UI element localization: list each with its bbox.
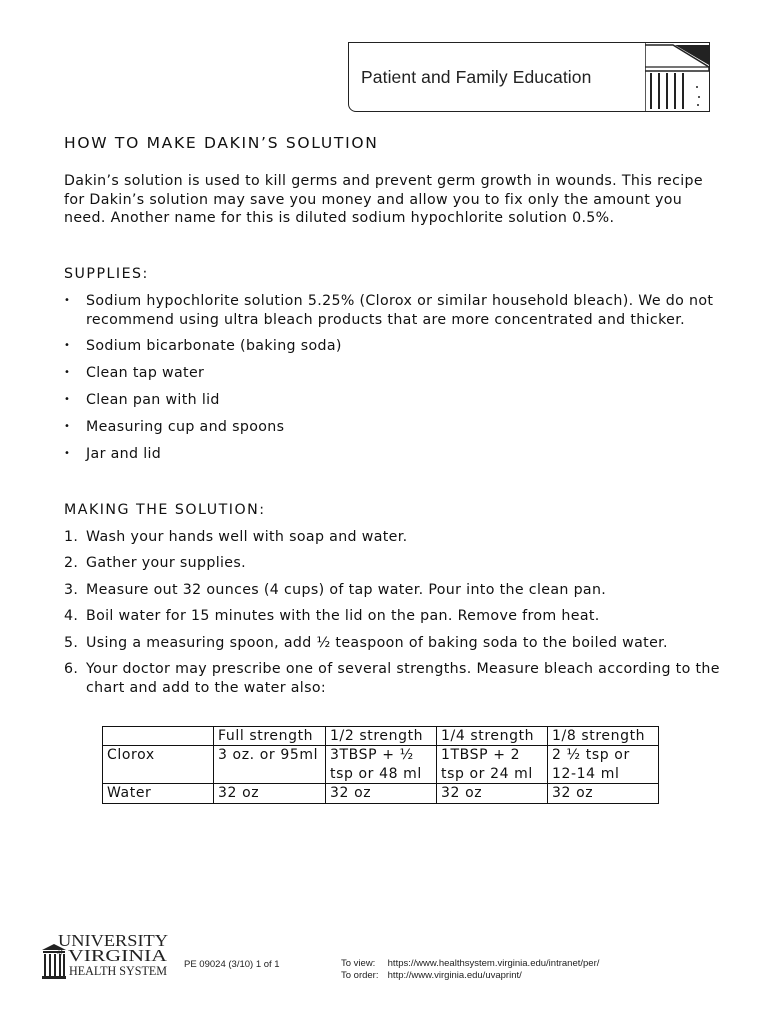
svg-text:HEALTH SYSTEM: HEALTH SYSTEM <box>69 963 168 978</box>
step-number: 1. <box>64 529 79 545</box>
order-label: To order: <box>341 969 379 981</box>
view-label: To view: <box>341 958 376 969</box>
footer-links <box>341 958 599 981</box>
table-cell: 3TBSP + ½ tsp or 48 ml <box>326 746 437 784</box>
table-row <box>103 746 659 784</box>
header-title: Patient and Family Education <box>361 67 592 87</box>
making-heading: MAKING THE SOLUTION: <box>64 502 266 518</box>
supplies-list <box>64 292 714 471</box>
list-item <box>64 337 714 356</box>
table-header-cell: 1/2 strength <box>326 727 437 746</box>
uva-health-system-logo <box>40 930 172 986</box>
table-header-cell: 1/8 strength <box>548 727 659 746</box>
step-text: Gather your supplies. <box>86 555 246 572</box>
list-item-text: Measuring cup and spoons <box>86 418 285 435</box>
list-item <box>64 391 714 410</box>
list-item-text: Jar and lid <box>86 445 162 462</box>
svg-text:of: of <box>57 948 63 956</box>
view-link[interactable]: https://www.healthsystem.virginia.edu/intranet/per/ <box>387 958 600 969</box>
step-text: Boil water for 15 minutes with the lid on the pan. Remove from heat. <box>86 608 600 625</box>
bullet-icon: • <box>64 367 71 379</box>
list-item-text: Clean tap water <box>86 365 205 382</box>
header-banner <box>348 42 710 112</box>
step-item <box>64 528 724 547</box>
table-header-row <box>103 727 659 746</box>
table-row <box>103 784 659 803</box>
list-item <box>64 418 714 437</box>
bullet-icon: • <box>64 340 71 352</box>
step-number: 2. <box>64 555 79 572</box>
step-number: 4. <box>64 608 79 625</box>
list-item <box>64 292 714 329</box>
list-item-text: Sodium hypochlorite solution 5.25% (Clorox or similar household bleach). We do not recommend using ultra bleach products that are more concentrated and thicker. <box>86 293 714 328</box>
step-text: Wash your hands well with soap and water. <box>86 529 408 545</box>
step-item <box>64 634 724 653</box>
table-cell: 32 oz <box>326 784 437 803</box>
table-header-cell: Full strength <box>214 727 326 746</box>
table-header-cell: 1/4 strength <box>437 727 548 746</box>
table-cell: 1TBSP + 2 tsp or 24 ml <box>437 746 548 784</box>
list-item <box>64 445 714 464</box>
supplies-heading: SUPPLIES: <box>64 266 149 282</box>
step-text: Measure out 32 ounces (4 cups) of tap water. Pour into the clean pan. <box>86 581 607 598</box>
order-link[interactable]: http://www.virginia.edu/uvaprint/ <box>387 969 522 981</box>
intro-paragraph: Dakin’s solution is used to kill germs and prevent germ growth in wounds. This recipe for Dakin’s solution may save you money and allow you to fix only the amount you need. Another name for this is diluted sodium hypochlorite solution 0.5%. <box>64 173 703 227</box>
order-line <box>341 970 599 982</box>
bullet-icon: • <box>64 295 71 306</box>
step-number: 5. <box>64 634 79 651</box>
bleach-strength-table <box>102 726 659 804</box>
svg-text:VIRGINIA: VIRGINIA <box>68 946 168 965</box>
step-text: Your doctor may prescribe one of several strengths. Measure bleach according to the chart and add to the water also: <box>86 660 720 696</box>
step-text: Using a measuring spoon, add ½ teaspoon of baking soda to the boiled water. <box>86 634 668 651</box>
list-item-text: Clean pan with lid <box>86 391 220 408</box>
table-cell: 3 oz. or 95ml <box>214 746 326 784</box>
table-cell: 32 oz <box>437 784 548 803</box>
bullet-icon: • <box>64 447 71 459</box>
list-item-text: Sodium bicarbonate (baking soda) <box>86 338 342 355</box>
list-item <box>64 364 714 383</box>
table-cell: 2 ½ tsp or 12-14 ml <box>548 746 659 784</box>
step-item <box>64 554 724 573</box>
view-line <box>341 958 599 970</box>
step-number: 6. <box>64 660 79 677</box>
table-cell: Water <box>103 784 214 803</box>
step-item <box>64 660 724 697</box>
bullet-icon: • <box>64 420 71 432</box>
document-title: HOW TO MAKE DAKIN’S SOLUTION <box>64 134 379 152</box>
svg-text:UNIVERSITY: UNIVERSITY <box>58 931 168 950</box>
table-header-cell <box>103 727 214 746</box>
table-cell: 32 oz <box>214 784 326 803</box>
table-cell: 32 oz <box>548 784 659 803</box>
bullet-icon: • <box>64 393 71 405</box>
steps-list <box>64 528 724 705</box>
rotunda-logo-icon <box>645 43 709 111</box>
step-item <box>64 607 724 626</box>
step-number: 3. <box>64 581 79 598</box>
step-item <box>64 581 724 600</box>
document-code: PE 09024 (3/10) 1 of 1 <box>184 959 280 970</box>
table-cell: Clorox <box>103 746 214 784</box>
